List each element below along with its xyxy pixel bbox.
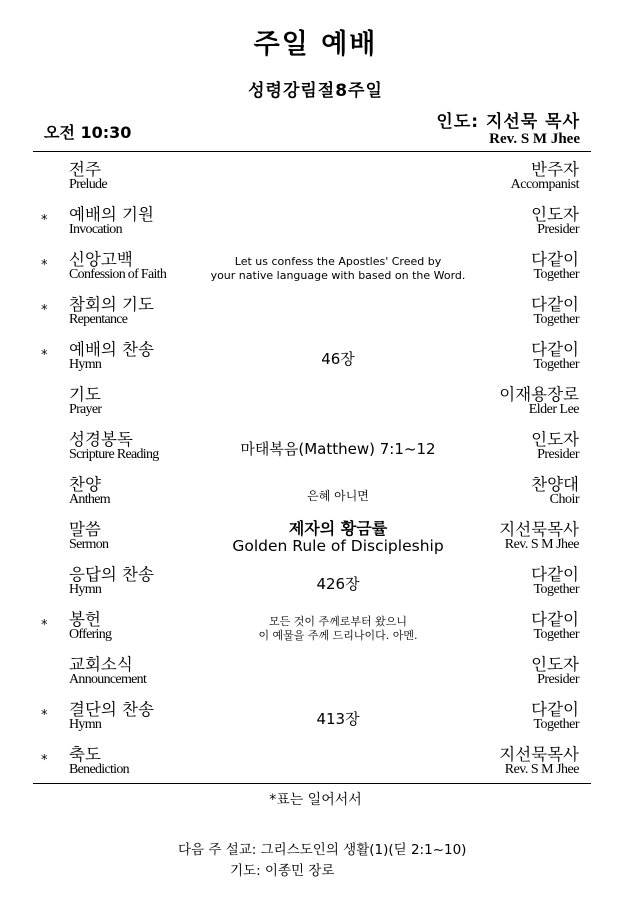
item-name-english: Anthem xyxy=(69,492,110,507)
item-name-english: Invocation xyxy=(69,222,122,237)
role-korean: 지선묵목사 xyxy=(499,745,579,764)
item-detail: 46장 xyxy=(321,350,355,368)
service-time: 오전 10:30 xyxy=(44,123,132,142)
role-korean: 다같이 xyxy=(531,700,579,719)
item-name-korean: 예배의 기원 xyxy=(69,205,154,224)
role-korean: 인도자 xyxy=(531,205,579,224)
next-week-prayer: 기도: 이종민 장로 xyxy=(230,863,335,879)
item-name-english: Benediction xyxy=(69,762,129,777)
item-detail: 426장 xyxy=(316,575,360,593)
item-name-korean: 말씀 xyxy=(69,520,101,539)
order-item xyxy=(0,246,631,291)
order-item xyxy=(0,651,631,696)
item-detail-line: 이 예물을 주께 드리나이다. 아멘. xyxy=(258,629,418,642)
role-korean: 인도자 xyxy=(531,655,579,674)
item-detail-line: 모든 것이 주께로부터 왔으니 xyxy=(268,615,407,628)
item-detail-line: your native language with based on the Word. xyxy=(210,269,466,282)
item-name-english: Hymn xyxy=(69,717,102,732)
item-name-korean: 기도 xyxy=(69,385,101,404)
item-name-korean: 축도 xyxy=(69,745,101,764)
order-item xyxy=(0,336,631,381)
order-item xyxy=(0,741,631,786)
item-name-korean: 찬양 xyxy=(69,475,101,494)
standing-marker: * xyxy=(41,753,48,768)
item-name-english: Confession of Faith xyxy=(69,267,167,282)
role-english: Together xyxy=(533,717,579,732)
item-name-english: Repentance xyxy=(69,312,128,327)
role-korean: 지선묵목사 xyxy=(499,520,579,539)
standing-note: *표는 일어서서 xyxy=(269,792,362,808)
role-english: Accompanist xyxy=(510,177,579,192)
order-item xyxy=(0,516,631,561)
standing-marker: * xyxy=(41,618,48,633)
item-name-korean: 전주 xyxy=(69,160,101,179)
item-detail: 은혜 아니면 xyxy=(307,489,369,503)
standing-marker: * xyxy=(41,258,48,273)
item-name-korean: 결단의 찬송 xyxy=(69,700,154,719)
standing-marker: * xyxy=(41,348,48,363)
role-english: Together xyxy=(533,267,579,282)
order-item xyxy=(0,561,631,606)
top-divider xyxy=(33,151,591,152)
page-title: 주일 예배 xyxy=(253,29,378,60)
role-english: Elder Lee xyxy=(528,402,579,417)
bottom-divider xyxy=(33,783,591,784)
item-detail xyxy=(168,615,508,643)
order-item xyxy=(0,156,631,201)
leader-korean: 인도: 지선묵 목사 xyxy=(436,112,580,132)
item-name-korean: 예배의 찬송 xyxy=(69,340,154,359)
next-week-sermon: 다음 주 설교: 그리스도인의 생활(1)(딛 2:1~10) xyxy=(178,842,467,858)
role-korean: 찬양대 xyxy=(531,475,579,494)
role-korean: 다같이 xyxy=(531,295,579,314)
order-item xyxy=(0,291,631,336)
order-item xyxy=(0,696,631,741)
item-name-korean: 참회의 기도 xyxy=(69,295,154,314)
role-korean: 다같이 xyxy=(531,565,579,584)
sermon-title-korean: 제자의 황금률 xyxy=(288,519,388,538)
leader-english: Rev. S M Jhee xyxy=(489,131,580,147)
standing-marker: * xyxy=(41,213,48,228)
order-item xyxy=(0,471,631,516)
page-subtitle: 성령강림절8주일 xyxy=(248,81,383,101)
role-korean: 다같이 xyxy=(531,250,579,269)
item-name-korean: 교회소식 xyxy=(69,655,133,674)
role-korean: 반주자 xyxy=(531,160,579,179)
role-english: Together xyxy=(533,312,579,327)
sermon-title-english: Golden Rule of Discipleship xyxy=(232,537,444,555)
role-english: Choir xyxy=(549,492,579,507)
item-name-english: Hymn xyxy=(69,357,102,372)
role-english: Rev. S M Jhee xyxy=(504,762,579,777)
item-name-korean: 봉헌 xyxy=(69,610,101,629)
item-name-english: Announcement xyxy=(69,672,147,687)
item-detail-line: Let us confess the Apostles' Creed by xyxy=(234,255,442,268)
item-name-korean: 응답의 찬송 xyxy=(69,565,154,584)
item-detail: 마태복음(Matthew) 7:1~12 xyxy=(240,440,436,458)
standing-marker: * xyxy=(41,708,48,723)
order-item xyxy=(0,201,631,246)
standing-marker: * xyxy=(41,303,48,318)
item-detail: 413장 xyxy=(316,710,360,728)
item-name-english: Sermon xyxy=(69,537,109,552)
item-name-korean: 성경봉독 xyxy=(69,430,133,449)
role-english: Presider xyxy=(537,447,579,462)
item-detail xyxy=(168,255,508,283)
item-name-english: Scripture Reading xyxy=(69,447,159,462)
item-name-english: Offering xyxy=(69,627,112,642)
order-item xyxy=(0,381,631,426)
role-korean: 다같이 xyxy=(531,340,579,359)
role-korean: 다같이 xyxy=(531,610,579,629)
role-english: Presider xyxy=(537,222,579,237)
role-english: Together xyxy=(533,627,579,642)
item-name-english: Prayer xyxy=(69,402,102,417)
item-name-english: Hymn xyxy=(69,582,102,597)
role-korean: 이재용장로 xyxy=(499,385,579,404)
role-english: Presider xyxy=(537,672,579,687)
role-korean: 인도자 xyxy=(531,430,579,449)
role-english: Rev. S M Jhee xyxy=(504,537,579,552)
order-item xyxy=(0,426,631,471)
role-english: Together xyxy=(533,357,579,372)
item-name-english: Prelude xyxy=(69,177,107,192)
item-name-korean: 신앙고백 xyxy=(69,250,133,269)
order-item xyxy=(0,606,631,651)
role-english: Together xyxy=(533,582,579,597)
